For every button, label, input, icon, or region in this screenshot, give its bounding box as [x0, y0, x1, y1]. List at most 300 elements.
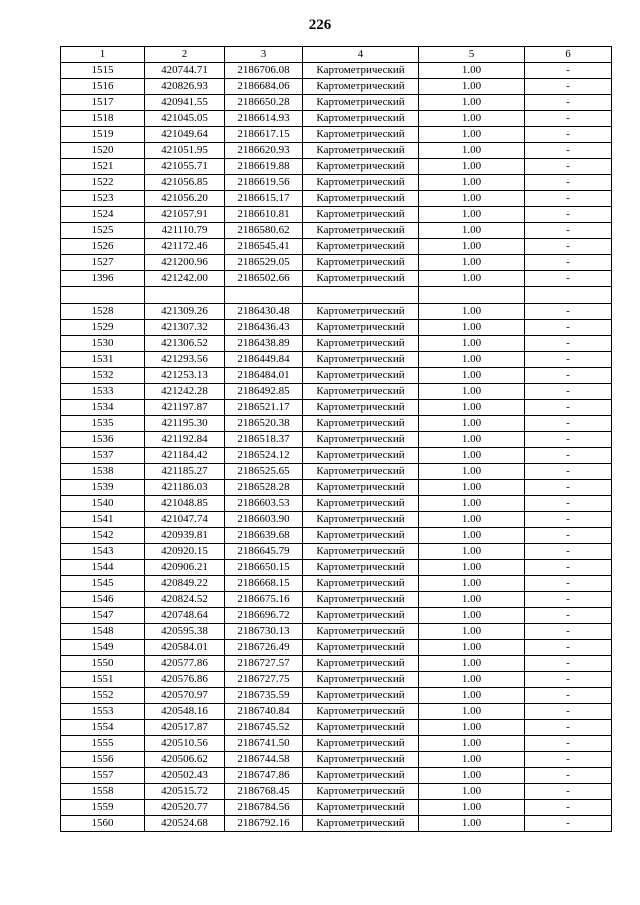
page-number: 226	[308, 17, 332, 33]
table-row	[61, 352, 612, 368]
y-coordinate-cell: 2186784.56	[225, 800, 303, 816]
table-row	[61, 191, 612, 207]
point-number-cell: 1556	[61, 752, 145, 768]
y-coordinate-cell: 2186730.13	[225, 624, 303, 640]
y-coordinate-cell: 2186436.43	[225, 320, 303, 336]
y-coordinate-cell: 2186610.81	[225, 207, 303, 223]
note-cell: -	[525, 704, 612, 720]
table-header-row	[61, 47, 612, 63]
table-row	[61, 624, 612, 640]
method-cell: Картометрический	[303, 95, 419, 111]
x-coordinate-cell: 421185.27	[145, 464, 225, 480]
point-number-cell: 1535	[61, 416, 145, 432]
point-number-cell: 1524	[61, 207, 145, 223]
method-cell: Картометрический	[303, 159, 419, 175]
note-cell: -	[525, 496, 612, 512]
y-coordinate-cell: 2186650.15	[225, 560, 303, 576]
table-row	[61, 752, 612, 768]
column-header-6: 6	[525, 47, 612, 63]
method-cell: Картометрический	[303, 384, 419, 400]
x-coordinate-cell: 421253.13	[145, 368, 225, 384]
method-cell: Картометрический	[303, 720, 419, 736]
note-cell: -	[525, 560, 612, 576]
note-cell: -	[525, 736, 612, 752]
point-number-cell: 1543	[61, 544, 145, 560]
point-number-cell: 1536	[61, 432, 145, 448]
table-row	[61, 704, 612, 720]
note-cell: -	[525, 207, 612, 223]
note-cell: -	[525, 416, 612, 432]
point-number-cell: 1516	[61, 79, 145, 95]
point-number-cell: 1554	[61, 720, 145, 736]
point-number-cell: 1520	[61, 143, 145, 159]
note-cell: -	[525, 640, 612, 656]
note-cell: -	[525, 464, 612, 480]
y-coordinate-cell: 2186619.88	[225, 159, 303, 175]
y-coordinate-cell: 2186615.17	[225, 191, 303, 207]
y-coordinate-cell: 2186524.12	[225, 448, 303, 464]
point-number-cell: 1542	[61, 528, 145, 544]
table-row	[61, 79, 612, 95]
accuracy-cell: 1.00	[419, 239, 525, 255]
y-coordinate-cell: 2186684.06	[225, 79, 303, 95]
accuracy-cell: 1.00	[419, 640, 525, 656]
method-cell: Картометрический	[303, 175, 419, 191]
method-cell: Картометрический	[303, 464, 419, 480]
point-number-cell: 1529	[61, 320, 145, 336]
accuracy-cell: 1.00	[419, 624, 525, 640]
x-coordinate-cell: 421186.03	[145, 480, 225, 496]
table-row	[61, 287, 612, 304]
table-row	[61, 271, 612, 287]
x-coordinate-cell: 421172.46	[145, 239, 225, 255]
table-row	[61, 432, 612, 448]
point-number-cell: 1545	[61, 576, 145, 592]
note-cell: -	[525, 544, 612, 560]
y-coordinate-cell: 2186502.66	[225, 271, 303, 287]
note-cell: -	[525, 608, 612, 624]
x-coordinate-cell: 421200.96	[145, 255, 225, 271]
y-coordinate-cell: 2186580.62	[225, 223, 303, 239]
table-row	[61, 464, 612, 480]
method-cell: Картометрический	[303, 592, 419, 608]
y-coordinate-cell: 2186438.89	[225, 336, 303, 352]
y-coordinate-cell: 2186726.49	[225, 640, 303, 656]
note-cell: -	[525, 624, 612, 640]
table-row	[61, 95, 612, 111]
method-cell: Картометрический	[303, 528, 419, 544]
y-coordinate-cell: 2186614.93	[225, 111, 303, 127]
x-coordinate-cell: 420515.72	[145, 784, 225, 800]
x-coordinate-cell: 421293.56	[145, 352, 225, 368]
method-cell: Картометрический	[303, 271, 419, 287]
y-coordinate-cell: 2186430.48	[225, 304, 303, 320]
note-cell: -	[525, 816, 612, 832]
note-cell: -	[525, 384, 612, 400]
point-number-cell: 1538	[61, 464, 145, 480]
point-number-cell: 1550	[61, 656, 145, 672]
column-header-5: 5	[419, 47, 525, 63]
accuracy-cell: 1.00	[419, 704, 525, 720]
y-coordinate-cell: 2186675.16	[225, 592, 303, 608]
y-coordinate-cell: 2186449.84	[225, 352, 303, 368]
note-cell: -	[525, 800, 612, 816]
accuracy-cell: 1.00	[419, 528, 525, 544]
table-row	[61, 255, 612, 271]
table-row	[61, 336, 612, 352]
method-cell: Картометрический	[303, 736, 419, 752]
note-cell: -	[525, 255, 612, 271]
y-coordinate-cell: 2186696.72	[225, 608, 303, 624]
x-coordinate-cell: 420506.62	[145, 752, 225, 768]
method-cell: Картометрический	[303, 400, 419, 416]
note-cell: -	[525, 191, 612, 207]
note-cell: -	[525, 304, 612, 320]
note-cell: -	[525, 656, 612, 672]
table-row	[61, 239, 612, 255]
point-number-cell: 1544	[61, 560, 145, 576]
x-coordinate-cell: 421051.95	[145, 143, 225, 159]
point-number-cell: 1549	[61, 640, 145, 656]
table-row	[61, 672, 612, 688]
y-coordinate-cell: 2186639.68	[225, 528, 303, 544]
accuracy-cell: 1.00	[419, 560, 525, 576]
table-row	[61, 207, 612, 223]
point-number-cell: 1396	[61, 271, 145, 287]
method-cell: Картометрический	[303, 191, 419, 207]
point-number-cell: 1519	[61, 127, 145, 143]
point-number-cell: 1559	[61, 800, 145, 816]
accuracy-cell: 1.00	[419, 127, 525, 143]
note-cell: -	[525, 239, 612, 255]
x-coordinate-cell: 421307.32	[145, 320, 225, 336]
point-number-cell: 1523	[61, 191, 145, 207]
accuracy-cell: 1.00	[419, 304, 525, 320]
accuracy-cell: 1.00	[419, 448, 525, 464]
column-header-2: 2	[145, 47, 225, 63]
note-cell: -	[525, 320, 612, 336]
note-cell: -	[525, 111, 612, 127]
accuracy-cell: 1.00	[419, 143, 525, 159]
x-coordinate-cell: 421045.05	[145, 111, 225, 127]
table-row	[61, 816, 612, 832]
y-coordinate-cell: 2186617.15	[225, 127, 303, 143]
x-coordinate-cell: 421195.30	[145, 416, 225, 432]
x-coordinate-cell: 421056.85	[145, 175, 225, 191]
point-number-cell: 1555	[61, 736, 145, 752]
y-coordinate-cell: 2186645.79	[225, 544, 303, 560]
y-coordinate-cell: 2186545.41	[225, 239, 303, 255]
y-coordinate-cell: 2186529.05	[225, 255, 303, 271]
column-header-4: 4	[303, 47, 419, 63]
table-row	[61, 127, 612, 143]
method-cell: Картометрический	[303, 560, 419, 576]
accuracy-cell: 1.00	[419, 512, 525, 528]
x-coordinate-cell: 420939.81	[145, 528, 225, 544]
table-row	[61, 223, 612, 239]
note-cell: -	[525, 400, 612, 416]
point-number-cell: 1517	[61, 95, 145, 111]
method-cell: Картометрический	[303, 111, 419, 127]
accuracy-cell: 1.00	[419, 416, 525, 432]
x-coordinate-cell: 420510.56	[145, 736, 225, 752]
accuracy-cell: 1.00	[419, 432, 525, 448]
note-cell: -	[525, 79, 612, 95]
note-cell: -	[525, 175, 612, 191]
table-row	[61, 576, 612, 592]
note-cell: -	[525, 223, 612, 239]
column-header-1: 1	[61, 47, 145, 63]
table-row	[61, 720, 612, 736]
note-cell: -	[525, 480, 612, 496]
table-row	[61, 512, 612, 528]
column-header-3: 3	[225, 47, 303, 63]
table-row	[61, 111, 612, 127]
x-coordinate-cell: 421184.42	[145, 448, 225, 464]
x-coordinate-cell: 420849.22	[145, 576, 225, 592]
accuracy-cell	[419, 287, 525, 304]
point-number-cell: 1558	[61, 784, 145, 800]
point-number-cell: 1541	[61, 512, 145, 528]
note-cell: -	[525, 448, 612, 464]
method-cell: Картометрический	[303, 320, 419, 336]
method-cell: Картометрический	[303, 656, 419, 672]
accuracy-cell: 1.00	[419, 784, 525, 800]
method-cell: Картометрический	[303, 816, 419, 832]
x-coordinate-cell: 421055.71	[145, 159, 225, 175]
y-coordinate-cell: 2186620.93	[225, 143, 303, 159]
accuracy-cell: 1.00	[419, 111, 525, 127]
method-cell: Картометрический	[303, 432, 419, 448]
accuracy-cell: 1.00	[419, 672, 525, 688]
x-coordinate-cell: 421242.00	[145, 271, 225, 287]
note-cell: -	[525, 688, 612, 704]
note-cell: -	[525, 672, 612, 688]
x-coordinate-cell: 421056.20	[145, 191, 225, 207]
method-cell: Картометрический	[303, 480, 419, 496]
method-cell: Картометрический	[303, 63, 419, 79]
x-coordinate-cell: 420824.52	[145, 592, 225, 608]
table-row	[61, 800, 612, 816]
note-cell: -	[525, 576, 612, 592]
y-coordinate-cell: 2186528.28	[225, 480, 303, 496]
note-cell: -	[525, 127, 612, 143]
accuracy-cell: 1.00	[419, 384, 525, 400]
method-cell: Картометрический	[303, 207, 419, 223]
y-coordinate-cell: 2186727.57	[225, 656, 303, 672]
method-cell: Картометрический	[303, 352, 419, 368]
x-coordinate-cell: 421306.52	[145, 336, 225, 352]
x-coordinate-cell: 420920.15	[145, 544, 225, 560]
method-cell: Картометрический	[303, 752, 419, 768]
accuracy-cell: 1.00	[419, 159, 525, 175]
table-row	[61, 560, 612, 576]
table-row	[61, 384, 612, 400]
y-coordinate-cell: 2186747.86	[225, 768, 303, 784]
accuracy-cell: 1.00	[419, 816, 525, 832]
point-number-cell: 1553	[61, 704, 145, 720]
note-cell: -	[525, 95, 612, 111]
table-row	[61, 159, 612, 175]
method-cell: Картометрический	[303, 336, 419, 352]
accuracy-cell: 1.00	[419, 368, 525, 384]
point-number-cell: 1530	[61, 336, 145, 352]
point-number-cell: 1546	[61, 592, 145, 608]
note-cell: -	[525, 143, 612, 159]
point-number-cell: 1560	[61, 816, 145, 832]
method-cell: Картометрический	[303, 79, 419, 95]
y-coordinate-cell: 2186768.45	[225, 784, 303, 800]
x-coordinate-cell: 420584.01	[145, 640, 225, 656]
method-cell: Картометрический	[303, 223, 419, 239]
table-row	[61, 656, 612, 672]
table-row	[61, 448, 612, 464]
note-cell: -	[525, 528, 612, 544]
note-cell	[525, 287, 612, 304]
method-cell: Картометрический	[303, 304, 419, 320]
method-cell: Картометрический	[303, 624, 419, 640]
y-coordinate-cell: 2186520.38	[225, 416, 303, 432]
point-number-cell: 1534	[61, 400, 145, 416]
accuracy-cell: 1.00	[419, 255, 525, 271]
accuracy-cell: 1.00	[419, 223, 525, 239]
point-number-cell: 1532	[61, 368, 145, 384]
method-cell: Картометрический	[303, 640, 419, 656]
y-coordinate-cell: 2186668.15	[225, 576, 303, 592]
point-number-cell: 1525	[61, 223, 145, 239]
table-row	[61, 400, 612, 416]
accuracy-cell: 1.00	[419, 544, 525, 560]
note-cell: -	[525, 784, 612, 800]
table-row	[61, 592, 612, 608]
y-coordinate-cell: 2186521.17	[225, 400, 303, 416]
y-coordinate-cell	[225, 287, 303, 304]
table-row	[61, 528, 612, 544]
table-row	[61, 784, 612, 800]
y-coordinate-cell: 2186603.53	[225, 496, 303, 512]
note-cell: -	[525, 432, 612, 448]
accuracy-cell: 1.00	[419, 592, 525, 608]
accuracy-cell: 1.00	[419, 496, 525, 512]
point-number-cell: 1515	[61, 63, 145, 79]
x-coordinate-cell: 420595.38	[145, 624, 225, 640]
y-coordinate-cell: 2186727.75	[225, 672, 303, 688]
accuracy-cell: 1.00	[419, 336, 525, 352]
point-number-cell: 1518	[61, 111, 145, 127]
method-cell: Картометрический	[303, 768, 419, 784]
accuracy-cell: 1.00	[419, 191, 525, 207]
method-cell: Картометрический	[303, 800, 419, 816]
table-row	[61, 688, 612, 704]
x-coordinate-cell: 421047.74	[145, 512, 225, 528]
accuracy-cell: 1.00	[419, 800, 525, 816]
y-coordinate-cell: 2186744.58	[225, 752, 303, 768]
table-row	[61, 416, 612, 432]
y-coordinate-cell: 2186792.16	[225, 816, 303, 832]
point-number-cell: 1551	[61, 672, 145, 688]
accuracy-cell: 1.00	[419, 464, 525, 480]
accuracy-cell: 1.00	[419, 720, 525, 736]
x-coordinate-cell: 420524.68	[145, 816, 225, 832]
x-coordinate-cell: 420502.43	[145, 768, 225, 784]
y-coordinate-cell: 2186706.08	[225, 63, 303, 79]
note-cell: -	[525, 720, 612, 736]
accuracy-cell: 1.00	[419, 576, 525, 592]
y-coordinate-cell: 2186650.28	[225, 95, 303, 111]
note-cell: -	[525, 159, 612, 175]
x-coordinate-cell: 420570.97	[145, 688, 225, 704]
y-coordinate-cell: 2186619.56	[225, 175, 303, 191]
y-coordinate-cell: 2186492.85	[225, 384, 303, 400]
note-cell: -	[525, 352, 612, 368]
method-cell: Картометрический	[303, 239, 419, 255]
table-row	[61, 768, 612, 784]
x-coordinate-cell: 420576.86	[145, 672, 225, 688]
accuracy-cell: 1.00	[419, 63, 525, 79]
x-coordinate-cell: 420744.71	[145, 63, 225, 79]
method-cell: Картометрический	[303, 255, 419, 271]
point-number-cell: 1557	[61, 768, 145, 784]
x-coordinate-cell: 421242.28	[145, 384, 225, 400]
accuracy-cell: 1.00	[419, 207, 525, 223]
method-cell: Картометрический	[303, 512, 419, 528]
point-number-cell	[61, 287, 145, 304]
note-cell: -	[525, 752, 612, 768]
method-cell: Картометрический	[303, 448, 419, 464]
x-coordinate-cell: 420577.86	[145, 656, 225, 672]
table-row	[61, 640, 612, 656]
y-coordinate-cell: 2186735.59	[225, 688, 303, 704]
method-cell: Картометрический	[303, 672, 419, 688]
x-coordinate-cell: 420941.55	[145, 95, 225, 111]
y-coordinate-cell: 2186603.90	[225, 512, 303, 528]
accuracy-cell: 1.00	[419, 656, 525, 672]
method-cell: Картометрический	[303, 143, 419, 159]
accuracy-cell: 1.00	[419, 752, 525, 768]
point-number-cell: 1547	[61, 608, 145, 624]
point-number-cell: 1552	[61, 688, 145, 704]
accuracy-cell: 1.00	[419, 736, 525, 752]
x-coordinate-cell: 420906.21	[145, 560, 225, 576]
x-coordinate-cell: 421048.85	[145, 496, 225, 512]
method-cell: Картометрический	[303, 576, 419, 592]
table-row	[61, 143, 612, 159]
accuracy-cell: 1.00	[419, 79, 525, 95]
table-row	[61, 736, 612, 752]
accuracy-cell: 1.00	[419, 95, 525, 111]
accuracy-cell: 1.00	[419, 175, 525, 191]
point-number-cell: 1548	[61, 624, 145, 640]
table-row	[61, 63, 612, 79]
note-cell: -	[525, 271, 612, 287]
x-coordinate-cell: 420548.16	[145, 704, 225, 720]
accuracy-cell: 1.00	[419, 271, 525, 287]
x-coordinate-cell: 421192.84	[145, 432, 225, 448]
point-number-cell: 1539	[61, 480, 145, 496]
accuracy-cell: 1.00	[419, 400, 525, 416]
x-coordinate-cell: 421110.79	[145, 223, 225, 239]
y-coordinate-cell: 2186740.84	[225, 704, 303, 720]
x-coordinate-cell: 420826.93	[145, 79, 225, 95]
point-number-cell: 1528	[61, 304, 145, 320]
note-cell: -	[525, 336, 612, 352]
y-coordinate-cell: 2186741.50	[225, 736, 303, 752]
y-coordinate-cell: 2186518.37	[225, 432, 303, 448]
table-row	[61, 175, 612, 191]
method-cell: Картометрический	[303, 368, 419, 384]
point-number-cell: 1522	[61, 175, 145, 191]
table-row	[61, 320, 612, 336]
